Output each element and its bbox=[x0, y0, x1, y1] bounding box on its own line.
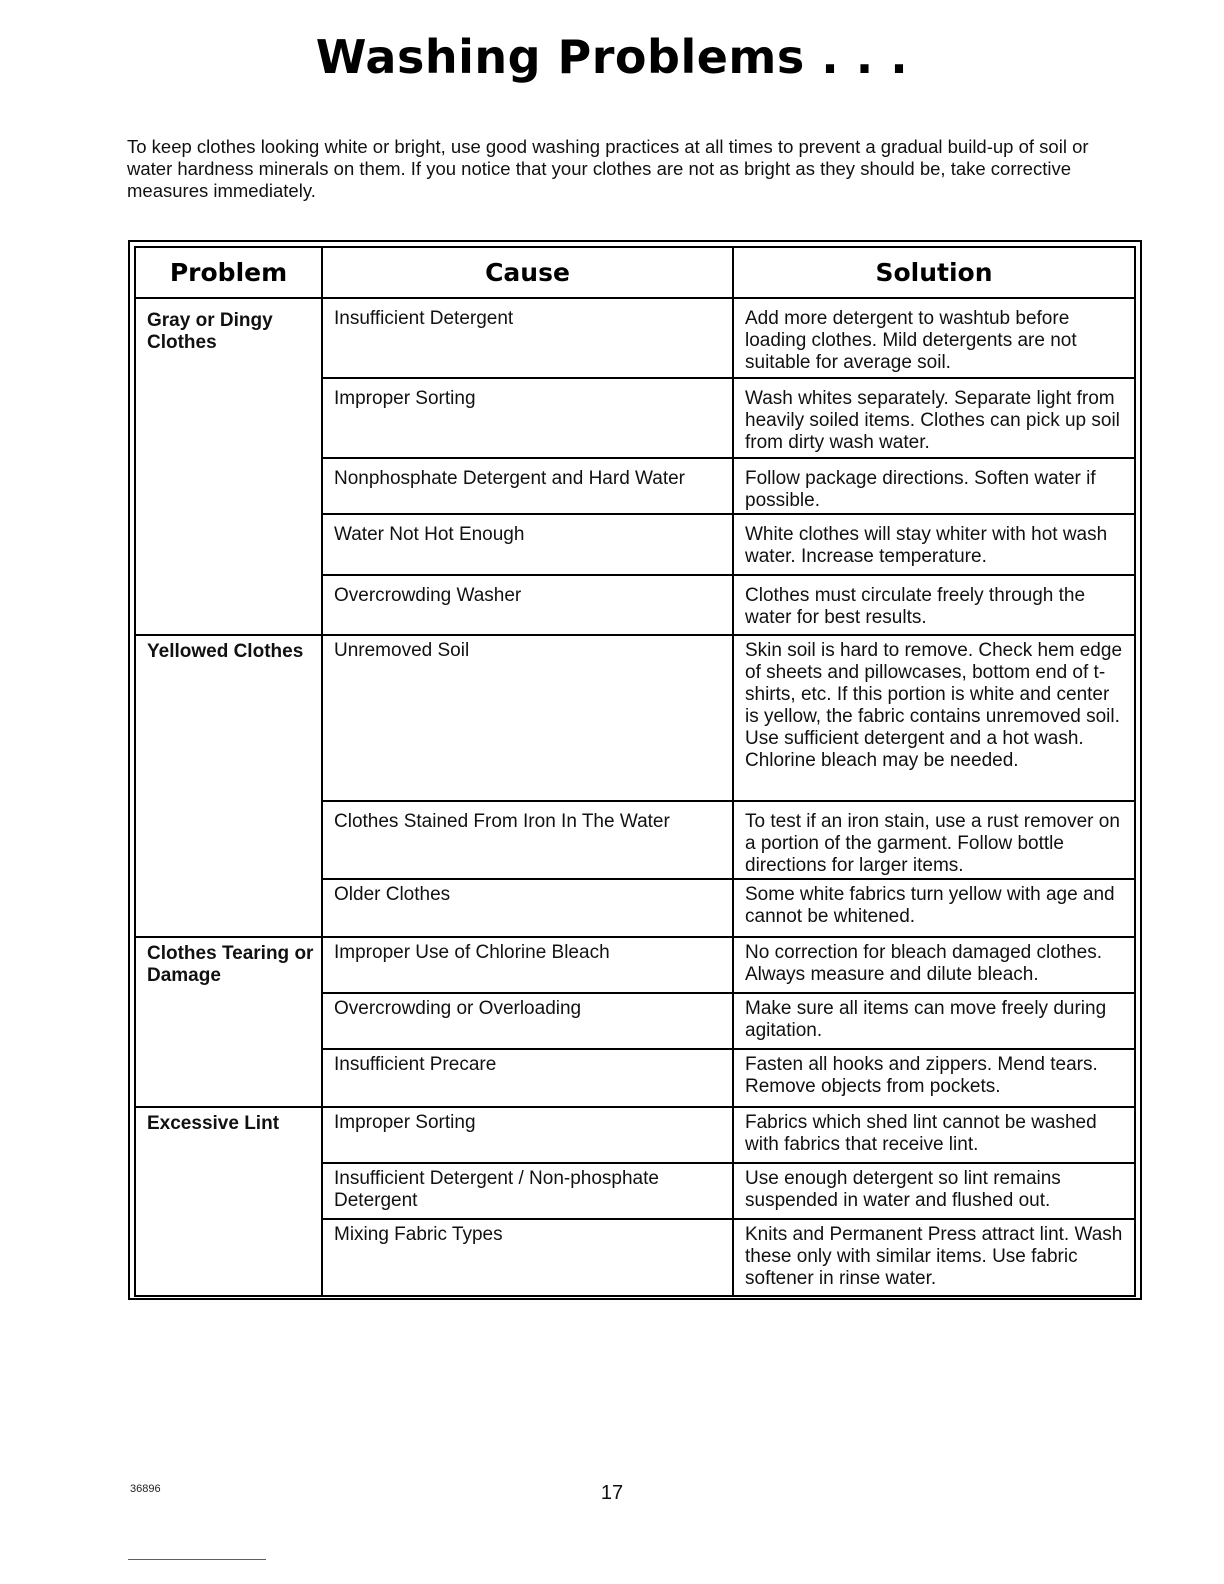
cause-cell: Insufficient Detergent bbox=[323, 299, 734, 377]
solution-cell: Skin soil is hard to remove. Check hem edge of sheets and pillowcases, bottom end of t-shirts, etc. If this portion is white and center is yellow, the fabric contains unremoved soil. Use sufficient detergent and a hot wash. Chlorine bleach may be needed. bbox=[745, 640, 1123, 771]
cause-cell: Overcrowding or Overloading bbox=[323, 994, 734, 1048]
solution-cell: Knits and Permanent Press attract lint. Wash these only with similar items. Use fabric softener in rinse water. bbox=[745, 1224, 1123, 1289]
cause-cell: Improper Sorting bbox=[323, 379, 734, 457]
cause-cell: Mixing Fabric Types bbox=[323, 1220, 734, 1295]
table-row bbox=[323, 459, 1134, 515]
header-cause: Cause bbox=[323, 248, 734, 297]
table-row bbox=[323, 1050, 1134, 1106]
table-row bbox=[323, 938, 1134, 994]
cause-cell: Overcrowding Washer bbox=[323, 576, 734, 634]
solution-cell: Clothes must circulate freely through the water for best results. bbox=[745, 585, 1086, 628]
table-header-row bbox=[136, 248, 1134, 299]
table-row bbox=[323, 1164, 1134, 1220]
solution-cell: Some white fabrics turn yellow with age and cannot be whitened. bbox=[745, 884, 1115, 927]
table-row bbox=[323, 515, 1134, 576]
header-solution: Solution bbox=[875, 258, 993, 287]
solution-cell: Follow package directions. Soften water if possible. bbox=[745, 468, 1096, 511]
cause-cell: Improper Sorting bbox=[323, 1108, 734, 1162]
solution-cell: Add more detergent to washtub before loading clothes. Mild detergents are not suitable for average soil. bbox=[745, 308, 1077, 373]
problem-label: Yellowed Clothes bbox=[136, 636, 323, 936]
table-row bbox=[323, 299, 1134, 379]
problem-group-gray-dingy bbox=[136, 299, 1134, 636]
cause-cell: Clothes Stained From Iron In The Water bbox=[323, 802, 734, 878]
solution-cell: Use enough detergent so lint remains suspended in water and flushed out. bbox=[745, 1168, 1061, 1211]
header-problem: Problem bbox=[136, 248, 323, 297]
problem-label: Gray or Dingy Clothes bbox=[136, 299, 323, 634]
table-row bbox=[323, 1220, 1134, 1295]
page-title: Washing Problems . . . bbox=[315, 30, 909, 84]
table-row bbox=[323, 994, 1134, 1050]
cause-cell: Improper Use of Chlorine Bleach bbox=[323, 938, 734, 992]
solution-cell: No correction for bleach damaged clothes. Always measure and dilute bleach. bbox=[745, 942, 1102, 985]
cause-cell: Insufficient Precare bbox=[323, 1050, 734, 1106]
table-row bbox=[323, 636, 1134, 802]
solution-cell: Make sure all items can move freely during agitation. bbox=[745, 998, 1107, 1041]
solution-cell: To test if an iron stain, use a rust remover on a portion of the garment. Follow bottle directions for larger items. bbox=[745, 811, 1120, 876]
table-row bbox=[323, 802, 1134, 880]
problem-group-yellowed bbox=[136, 636, 1134, 938]
problem-group-tearing bbox=[136, 938, 1134, 1108]
table-row bbox=[323, 1108, 1134, 1164]
table-row bbox=[323, 379, 1134, 459]
document-code: 36896 bbox=[130, 1483, 161, 1495]
solution-cell: Fabrics which shed lint cannot be washed with fabrics that receive lint. bbox=[745, 1112, 1097, 1155]
table-row bbox=[323, 576, 1134, 634]
page-number: 17 bbox=[600, 1482, 624, 1504]
problem-label: Clothes Tearing or Damage bbox=[136, 938, 323, 1106]
table-row bbox=[323, 880, 1134, 936]
bottom-rule bbox=[128, 1559, 266, 1560]
intro-paragraph: To keep clothes looking white or bright, use good washing practices at all times to prevent a gradual build-up of soil or water hardness minerals on them. If you notice that your clothes are not as bright as they should be, take corrective measures immediately. bbox=[127, 136, 1089, 201]
problem-label: Excessive Lint bbox=[136, 1108, 323, 1295]
cause-cell: Water Not Hot Enough bbox=[323, 515, 734, 574]
solution-cell: White clothes will stay whiter with hot wash water. Increase temperature. bbox=[745, 524, 1108, 567]
solution-cell: Wash whites separately. Separate light from heavily soiled items. Clothes can pick up soil from dirty wash water. bbox=[745, 388, 1120, 453]
cause-cell: Older Clothes bbox=[323, 880, 734, 936]
problems-table bbox=[134, 246, 1136, 1297]
cause-cell: Insufficient Detergent / Non-phosphate Detergent bbox=[323, 1164, 734, 1218]
solution-cell: Fasten all hooks and zippers. Mend tears. Remove objects from pockets. bbox=[745, 1054, 1098, 1097]
cause-cell: Unremoved Soil bbox=[323, 636, 734, 800]
problem-group-lint bbox=[136, 1108, 1134, 1295]
cause-cell: Nonphosphate Detergent and Hard Water bbox=[323, 459, 734, 513]
